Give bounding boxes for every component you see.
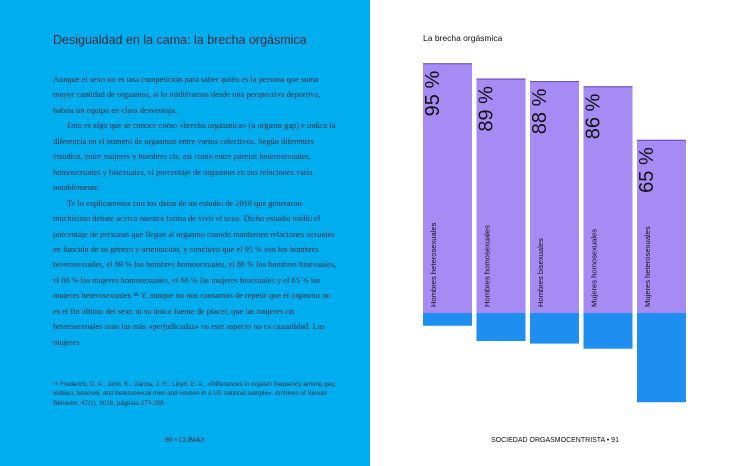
bar-blue [423,313,472,326]
bar-blue [584,313,633,349]
value-label: 88 % [529,88,551,135]
body-paragraph: Esto es algo que se conoce como «brecha orgásmica» (u orgasm gap) e indica la diferencia en el número de orgasmos entre varios colectivos. Según diferentes estudios, entre mujeres y hombres cis, así como entre parejas heterosexuales, homosexuales y bisexuales, el porcentaje de orgasmos en sus relaciones varía notablemente. [53,121,336,193]
value-label: 95 % [422,70,444,117]
bar-group [529,82,579,344]
category-label: Hombres heterosexuales [429,222,438,307]
value-label: 65 % [636,147,658,193]
category-label: Mujeres homosexuales [589,228,599,307]
body-paragraph: Aunque el sexo no es una competición para saber quién es la persona que suma mayor cantidad de orgasmos, si lo midiéramos desde una perspectiva deportiva, habría un equipo en clara desventaja. [53,75,321,115]
body-text [53,72,338,350]
page-number-right: SOCIEDAD ORGASMOCENTRISTA • 91 [491,437,619,444]
footnote: ⁴⁸ Frederick, D. A., John, K., Garcia, J. R., Lloyd, E. A., «Differences in orgasm frequency among gay, lesbian, bisexual, and heterosexual men and women in a US national sample», Archives of Sexual Behavior, 47(1), 2018, páginas 273-288. [53,381,336,407]
body-paragraph: Te lo explicaremos con los datos de un estudio de 2018 que generaron muchísimo debate acerca nuestra forma de vivir el sexo. Dicho estudio midió el porcentaje de personas que llegan al orgasmo cuando mantienen relaciones sexuales en función de su género y orientación, y concluyó que el 95 % son los hombres heterosexuales, el 89 % los hombres homosexuales, el 88 % los hombres bisexuales, el 86 % las mujeres homosexuales, el 66 % las mujeres bisexuales y el 65 % las mujeres heterosexuales.⁴⁸ Y, aunque no nos cansamos de repetir que el orgasmo no es el fin último del sexo ni su única fuente de placer, que las mujeres cis heterosexuales sean las más «perjudicadas» en este aspecto no es casualidad. Las mujeres [53,198,337,347]
bar-group [422,64,472,326]
chart-title: La brecha orgásmica [423,33,503,43]
bar-group [636,140,686,402]
category-label: Hombres bisexuales [536,238,545,307]
value-label: 86 % [582,93,605,140]
bar-group [476,79,526,341]
orgasm-gap-chart [370,0,740,466]
value-label: 89 % [475,86,498,132]
category-label: Hombres homosexuales [482,225,492,307]
right-page [370,0,740,466]
page-number-left: 90 • CLÍMAX [164,437,206,444]
category-label: Mujeres heterosexuales [643,226,652,307]
bar-blue [530,313,579,344]
bar-group [583,87,633,349]
section-heading: Desigualdad en la cama: la brecha orgásmica [53,33,307,47]
bar-blue [477,313,526,341]
bar-blue [637,313,686,402]
